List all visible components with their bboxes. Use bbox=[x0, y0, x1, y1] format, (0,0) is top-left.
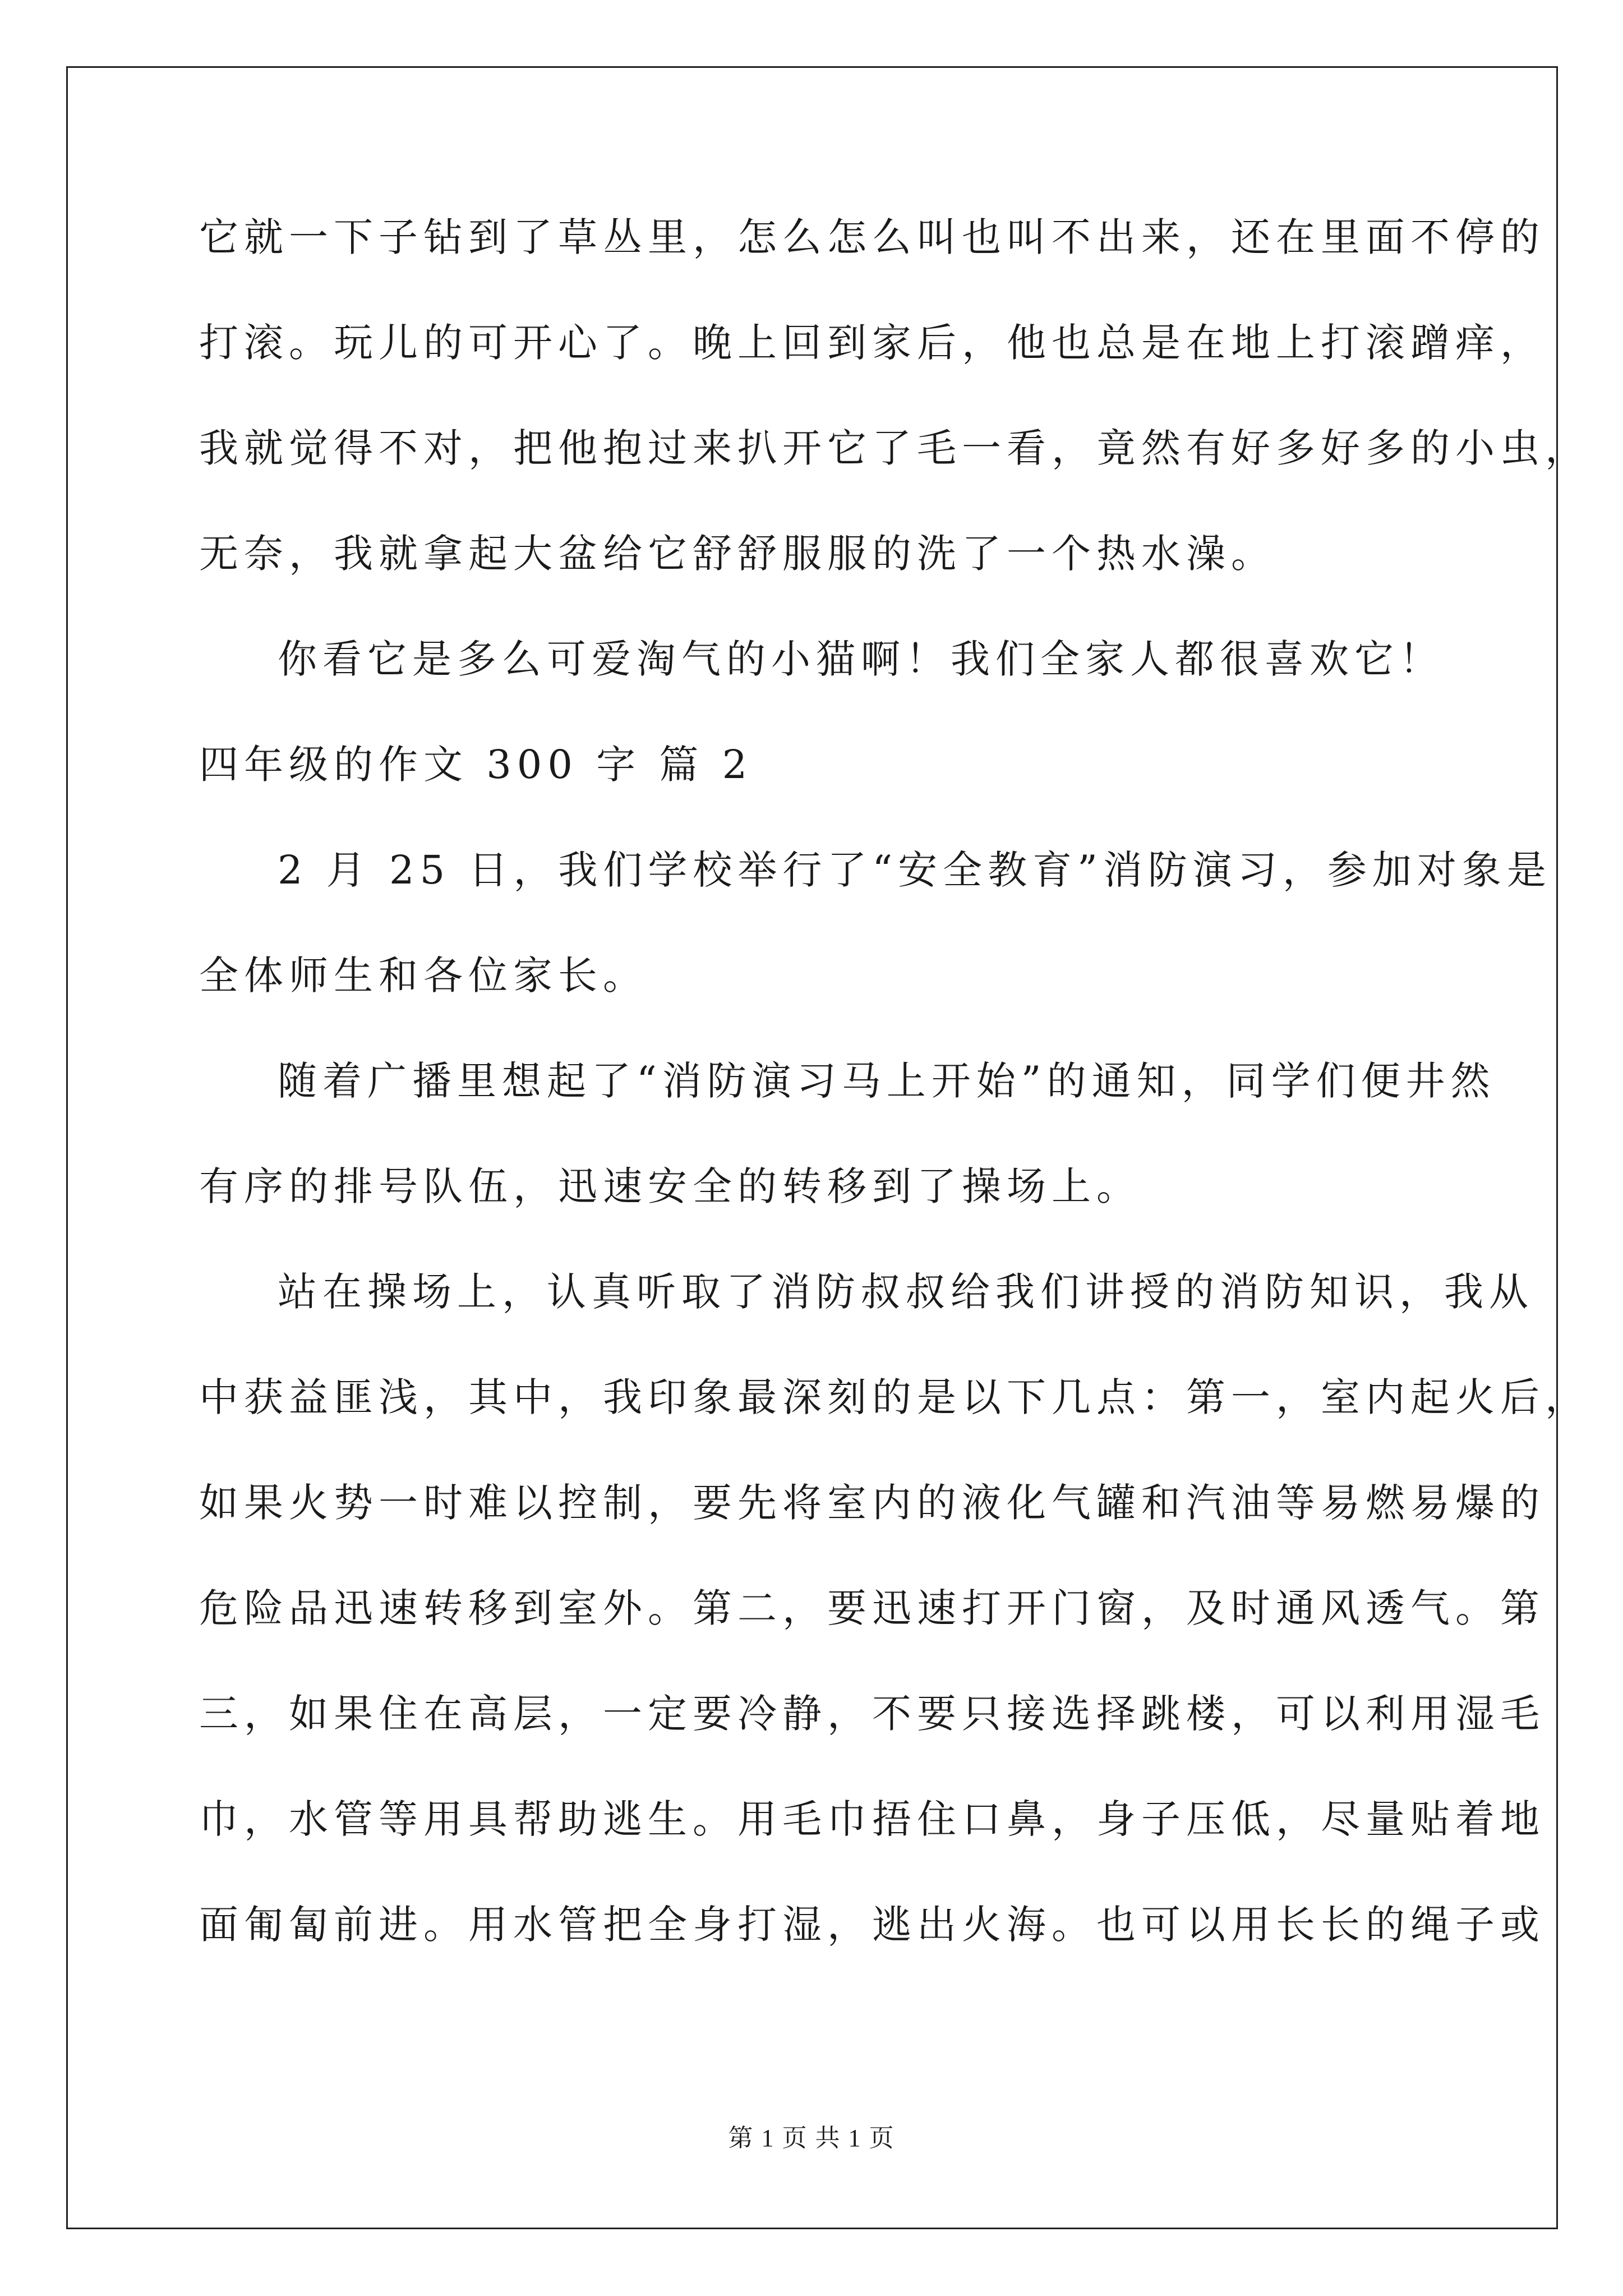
text-line: 随着广播里想起了“消防演习马上开始”的通知，同学们便井然 bbox=[278, 1058, 1496, 1104]
text-line: 无奈，我就拿起大盆给它舒舒服服的洗了一个热水澡。 bbox=[199, 531, 1276, 577]
text-line: 危险品迅速转移到室外。第二，要迅速打开门窗，及时通风透气。第 bbox=[199, 1585, 1545, 1631]
text-line: 中获益匪浅，其中，我印象最深刻的是以下几点：第一，室内起火后， bbox=[199, 1374, 1590, 1420]
text-line: 打滚。玩儿的可开心了。晚上回到家后，他也总是在地上打滚蹭痒， bbox=[199, 320, 1545, 366]
text-line: 如果火势一时难以控制，要先将室内的液化气罐和汽油等易燃易爆的 bbox=[199, 1480, 1545, 1526]
text-line: 我就觉得不对，把他抱过来扒开它了毛一看，竟然有好多好多的小虫， bbox=[199, 425, 1590, 471]
text-line: 站在操场上，认真听取了消防叔叔给我们讲授的消防知识，我从 bbox=[278, 1269, 1534, 1315]
section-heading: 四年级的作文 300 字 篇 2 bbox=[199, 742, 753, 788]
text-line: 巾，水管等用具帮助逃生。用毛巾捂住口鼻，身子压低，尽量贴着地 bbox=[199, 1796, 1545, 1842]
page-footer: 第 1 页 共 1 页 bbox=[728, 2124, 895, 2152]
text-line: 它就一下子钻到了草丛里，怎么怎么叫也叫不出来，还在里面不停的 bbox=[199, 214, 1545, 260]
text-line: 三，如果住在高层，一定要冷静，不要只接选择跳楼，可以利用湿毛 bbox=[199, 1691, 1545, 1737]
text-line: 面匍匐前进。用水管把全身打湿，逃出火海。也可以用长长的绳子或 bbox=[199, 1902, 1545, 1948]
text-line: 你看它是多么可爱淘气的小猫啊！我们全家人都很喜欢它！ bbox=[278, 636, 1444, 682]
text-line: 有序的排号队伍，迅速安全的转移到了操场上。 bbox=[199, 1163, 1141, 1209]
text-line: 全体师生和各位家长。 bbox=[199, 953, 648, 999]
text-line: 2 月 25 日，我们学校举行了“安全教育”消防演习，参加对象是 bbox=[278, 847, 1552, 893]
